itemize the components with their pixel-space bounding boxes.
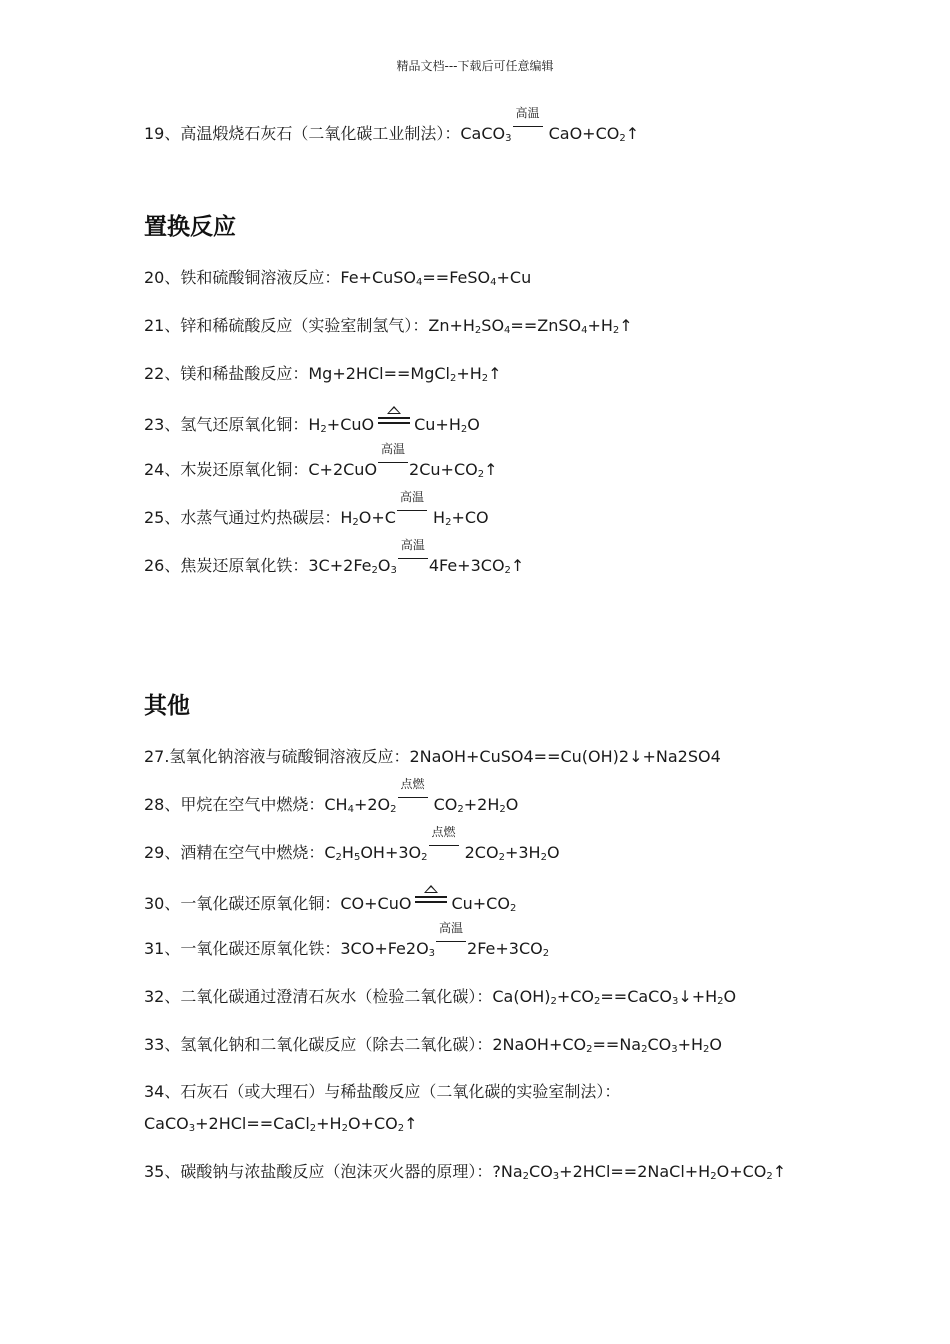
equation-23: [144, 412, 480, 435]
reaction-bar: [398, 797, 428, 798]
subscript: 2: [717, 996, 724, 1007]
formula-text: 2NaOH+CO: [492, 1035, 587, 1054]
subscript: 5: [353, 852, 361, 863]
formula-text: CO: [647, 1035, 672, 1054]
formula-text: 2CO: [464, 843, 499, 862]
formula-text: Zn+H: [428, 316, 475, 335]
formula-text: O+C: [358, 508, 396, 527]
formula-text: O+CO: [716, 1162, 767, 1181]
gas-arrow-icon: ↑: [625, 124, 640, 143]
equation-label: 22、镁和稀盐酸反应：: [144, 364, 309, 383]
high-temp-condition: [436, 921, 466, 959]
condition-text: 点燃: [400, 777, 425, 791]
subscript: 2: [460, 424, 468, 435]
formula-text: +3H: [504, 843, 541, 862]
gas-arrow-icon: ↑: [484, 460, 498, 479]
formula-text: Fe+CuSO: [340, 268, 417, 287]
reaction-bar: [378, 462, 408, 463]
subscript: 2: [499, 804, 506, 815]
formula-text: H: [433, 508, 446, 527]
formula-text: ==CaCO: [600, 987, 672, 1006]
equation-label: 31、一氧化碳还原氧化铁：: [144, 939, 341, 958]
equation-label: 33、氢氧化钠和二氧化碳反应（除去二氧化碳）：: [144, 1035, 493, 1054]
subscript: 2: [550, 996, 557, 1007]
subscript: 3: [671, 996, 679, 1007]
equation-label: 29、酒精在空气中燃烧：: [144, 843, 325, 862]
formula-text: ==Na: [592, 1035, 642, 1054]
formula-text: O: [505, 795, 519, 814]
formula-text: 2Fe+3CO: [467, 939, 543, 958]
subscript: 2: [309, 1123, 317, 1134]
equation-label: 24、木炭还原氧化铜：: [144, 460, 309, 479]
subscript: 2: [509, 903, 517, 914]
formula-text: Cu+CO: [451, 894, 510, 913]
subscript: 2: [522, 1171, 530, 1182]
formula-text: OH+3O: [360, 843, 422, 862]
formula-text: 3CO+Fe2O: [340, 939, 429, 958]
subscript: 3: [390, 565, 397, 576]
reaction-bar: [429, 845, 459, 846]
gas-arrow-icon: ↑: [404, 1114, 418, 1133]
formula-text: CaCO: [460, 124, 506, 143]
formula-text: O: [723, 987, 737, 1006]
gas-arrow-icon: ↑: [510, 556, 525, 575]
equation-24: [144, 442, 498, 480]
subscript: 2: [474, 325, 482, 336]
subscript: 4: [490, 277, 497, 288]
equation-31: [144, 921, 550, 959]
formula-text: ==ZnSO: [510, 316, 582, 335]
formula-text: O: [709, 1035, 723, 1054]
condition-text: 高温: [381, 442, 406, 456]
ignite-condition: [429, 825, 459, 863]
equation-label: 25、水蒸气通过灼热碳层：: [144, 508, 341, 527]
formula-text: CaCO: [144, 1114, 189, 1133]
formula-text: +CO: [451, 508, 489, 527]
equation-33: [144, 1035, 722, 1055]
subscript: 4: [416, 277, 423, 288]
formula-text: 4Fe+3CO: [428, 556, 505, 575]
gas-arrow-icon: ↑: [772, 1162, 787, 1181]
subscript: 2: [445, 517, 452, 528]
formula-text: Mg+2HCl==MgCl: [308, 364, 450, 383]
equation-20: [144, 268, 531, 288]
subscript: 2: [481, 373, 489, 384]
condition-text: 高温: [515, 106, 540, 120]
formula-text: O+CO: [347, 1114, 398, 1133]
equation-label: 19、高温煅烧石灰石（二氧化碳工业制法）：: [144, 124, 461, 143]
equation-label: 35、碳酸钠与浓盐酸反应（泡沫灭火器的原理）：: [144, 1162, 493, 1181]
subscript: 2: [352, 517, 359, 528]
formula-text: +2HCl==2NaCl+H: [559, 1162, 711, 1181]
formula-text: CH: [324, 795, 348, 814]
subscript: 2: [594, 996, 601, 1007]
equation-34-label: 34、石灰石（或大理石）与稀盐酸反应（二氧化碳的实验室制法）：: [144, 1082, 621, 1101]
equation-34: [144, 1114, 418, 1134]
condition-text: 点燃: [431, 825, 456, 839]
page-header: 精品文档---下载后可任意编辑: [396, 59, 554, 73]
formula-text: +2HCl==CaCl: [195, 1114, 310, 1133]
subscript: 2: [421, 852, 428, 863]
subscript: 2: [703, 1044, 710, 1055]
subscript: 2: [766, 1171, 773, 1182]
section-title-other: 其他: [144, 693, 190, 719]
reaction-bar: [513, 126, 543, 127]
subscript: 2: [477, 469, 485, 480]
subscript: 2: [710, 1171, 717, 1182]
subscript: 2: [449, 373, 457, 384]
equation-label: 26、焦炭还原氧化铁：: [144, 556, 309, 575]
formula-text: SO: [481, 316, 505, 335]
subscript: 2: [397, 1123, 405, 1134]
formula-text: O: [467, 415, 480, 434]
subscript: 2: [341, 1123, 348, 1134]
equation-35: [144, 1162, 786, 1182]
formula-text: ?Na: [492, 1162, 523, 1181]
equation-32: [144, 987, 736, 1007]
formula-text: +Cu: [496, 268, 532, 287]
subscript: 4: [347, 804, 354, 815]
high-temp-condition: [397, 490, 427, 528]
equation-label: 28、甲烷在空气中燃烧：: [144, 795, 325, 814]
subscript: 3: [552, 1171, 560, 1182]
formula-text: +CuO: [326, 415, 375, 434]
reaction-bar: [397, 510, 427, 511]
subscript: 2: [390, 804, 397, 815]
heating-condition-icon: [415, 891, 447, 911]
subscript: 4: [581, 325, 588, 336]
equation-26: [144, 538, 525, 576]
formula-text: 2Cu+CO: [409, 460, 478, 479]
subscript: 3: [505, 133, 512, 144]
equation-label: 20、铁和硫酸铜溶液反应：: [144, 268, 341, 287]
subscript: 2: [540, 852, 547, 863]
formula-text: CO+CuO: [340, 894, 412, 913]
formula-text: O: [377, 556, 391, 575]
formula-text: H: [340, 508, 353, 527]
subscript: 2: [504, 565, 511, 576]
subscript: 2: [612, 325, 620, 336]
formula-text: CO: [529, 1162, 553, 1181]
reaction-bar: [398, 558, 428, 559]
formula-text: O: [546, 843, 560, 862]
equation-29: [144, 825, 560, 863]
subscript: 2: [320, 424, 327, 435]
equation-label: 30、一氧化碳还原氧化铜：: [144, 894, 341, 913]
subscript: 3: [428, 948, 436, 959]
equation-22: [144, 364, 502, 384]
equation-27: 27.氢氧化钠溶液与硫酸铜溶液反应：2NaOH+CuSO4==Cu(OH)2↓+Na2SO4: [144, 747, 721, 766]
formula-text: +H: [587, 316, 613, 335]
high-temp-condition: [378, 442, 408, 480]
gas-arrow-icon: ↑: [488, 364, 502, 383]
equation-28: [144, 777, 519, 815]
condition-text: 高温: [439, 921, 464, 935]
equation-label: 23、氢气还原氧化铜：: [144, 415, 309, 434]
formula-text: 3C+2Fe: [308, 556, 372, 575]
subscript: 2: [641, 1044, 648, 1055]
formula-text: +H: [316, 1114, 342, 1133]
high-temp-condition: [513, 106, 543, 144]
equation-30: [144, 891, 516, 914]
subscript: 3: [188, 1123, 196, 1134]
subscript: 2: [335, 852, 342, 863]
subscript: 2: [586, 1044, 593, 1055]
subscript: 2: [457, 804, 464, 815]
subscript: 3: [671, 1044, 678, 1055]
formula-text: +2H: [463, 795, 500, 814]
subscript: 4: [504, 325, 511, 336]
formula-text: Ca(OH): [492, 987, 551, 1006]
formula-text: CaO+CO: [548, 124, 620, 143]
heating-condition-icon: [378, 412, 410, 432]
subscript: 2: [619, 133, 626, 144]
equation-25: [144, 490, 489, 528]
equation-label: 21、锌和稀硫酸反应（实验室制氢气）：: [144, 316, 429, 335]
formula-text: +CO: [556, 987, 595, 1006]
subscript: 2: [542, 948, 550, 959]
formula-text: H: [308, 415, 321, 434]
equation-label: 32、二氧化碳通过澄清石灰水（检验二氧化碳）：: [144, 987, 493, 1006]
formula-text: CO: [433, 795, 458, 814]
formula-text: +H: [677, 1035, 704, 1054]
subscript: 2: [498, 852, 505, 863]
subscript: 2: [371, 565, 378, 576]
gas-arrow-icon: ↑: [619, 316, 633, 335]
formula-text: ↓+H: [678, 987, 718, 1006]
equation-19: [144, 106, 640, 144]
equation-21: [144, 316, 633, 336]
section-title-displacement: 置换反应: [144, 214, 236, 240]
formula-text: H: [341, 843, 354, 862]
ignite-condition: [398, 777, 428, 815]
formula-text: ==FeSO: [422, 268, 491, 287]
formula-text: C: [324, 843, 336, 862]
formula-text: Cu+H: [414, 415, 461, 434]
formula-text: +H: [456, 364, 482, 383]
reaction-bar: [436, 941, 466, 942]
condition-text: 高温: [400, 538, 425, 552]
formula-text: +2O: [353, 795, 391, 814]
condition-text: 高温: [399, 490, 424, 504]
high-temp-condition: [398, 538, 428, 576]
formula-text: C+2CuO: [308, 460, 378, 479]
